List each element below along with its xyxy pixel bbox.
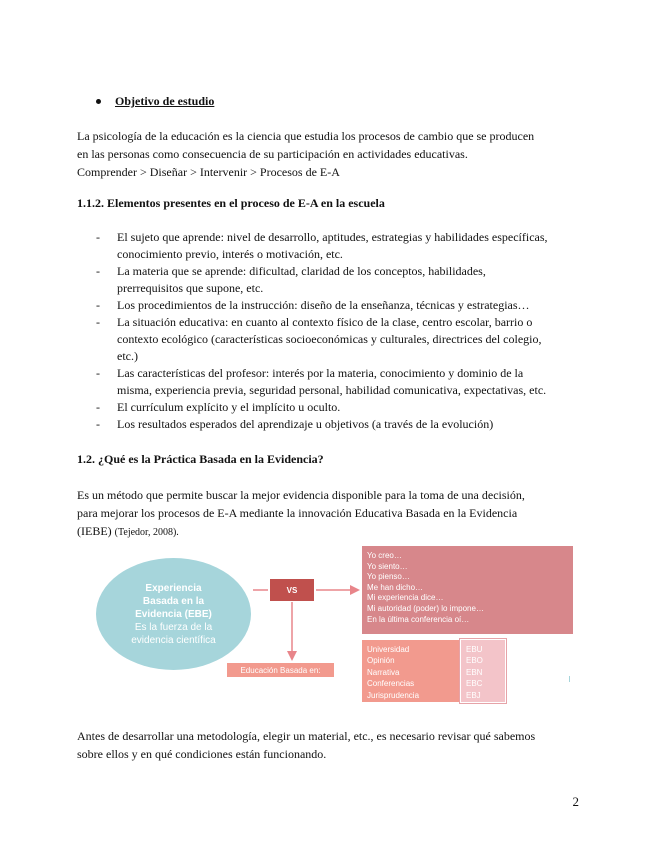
intro-line: Comprender > Diseñar > Intervenir > Procesos de E-A — [77, 165, 340, 179]
source-item: Universidad — [367, 645, 410, 654]
abbreviation-item: EBC — [466, 679, 483, 689]
list-item-line: conocimiento previo, interés o motivación, etc. — [117, 247, 343, 261]
closing-line: Antes de desarrollar una metodología, elegir un material, etc., es necesario revisar qué sabemos — [77, 729, 536, 743]
closing-line: sobre ellos y en qué condiciones están funcionando. — [77, 747, 327, 761]
belief-item: Yo creo… — [367, 551, 402, 560]
definition-line: Es un método que permite buscar la mejor evidencia disponible para la toma de una decisión, — [77, 488, 525, 502]
intro-line: La psicología de la educación es la ciencia que estudia los procesos de cambio que se producen — [77, 129, 535, 143]
ellipse-sub-line: evidencia científica — [131, 634, 216, 646]
list-item-line: El currículum explícito y el implícito u oculto. — [117, 400, 341, 414]
source-item: Jurisprudencia — [367, 690, 420, 700]
list-item-line: etc.) — [117, 349, 138, 363]
ellipse-title-line: Basada en la — [142, 595, 205, 607]
abbreviation-item: EBJ — [466, 690, 481, 700]
ellipse-title-line: Experiencia — [145, 582, 202, 594]
down-arrow-icon — [287, 651, 297, 661]
definition-line: para mejorar los procesos de E-A mediante la innovación Educativa Basada en la Evidencia — [77, 506, 518, 520]
list-item-line: El sujeto que aprende: nivel de desarrollo, aptitudes, estrategias y habilidades específicas, — [117, 230, 548, 244]
abbreviation-item: EBO — [466, 656, 483, 666]
belief-item: Yo pienso… — [367, 572, 410, 582]
belief-item: En la última conferencia oí… — [367, 614, 470, 624]
section-heading-elements: 1.1.2. Elementos presentes en el proceso de E-A en la escuela — [77, 196, 385, 210]
list-item-line: La materia que se aprende: dificultad, claridad de los conceptos, habilidades, — [117, 264, 486, 278]
vs-box: VS — [270, 579, 314, 601]
belief-item: Mi experiencia dice… — [367, 593, 444, 603]
iebe-acronym: (IEBE) — [77, 524, 112, 538]
abbreviation-item: EBN — [466, 667, 483, 677]
section-heading-evidence: 1.2. ¿Qué es la Práctica Basada en la Evidencia? — [77, 452, 324, 466]
abbreviations-box — [461, 640, 505, 702]
dash-marker: - — [96, 417, 100, 431]
intro-line: en las personas como consecuencia de su participación en actividades educativas. — [77, 147, 468, 161]
source-item: Conferencias — [367, 679, 415, 689]
list-item-line: Las características del profesor: interés por la materia, conocimiento y dominio de la — [117, 366, 524, 380]
source-item: Narrativa — [367, 667, 400, 677]
page-number: 2 — [572, 794, 579, 809]
list-item-line: misma, experiencia previa, seguridad personal, habilidad comunicativa, expectativas, etc. — [117, 383, 547, 397]
sources-box — [362, 640, 459, 702]
belief-item: Me han dicho… — [367, 582, 424, 592]
belief-item: Mi autoridad (poder) lo impone… — [367, 603, 484, 613]
beliefs-box — [362, 546, 573, 634]
right-arrow-icon — [350, 585, 360, 595]
dash-marker: - — [96, 400, 100, 414]
list-item-line: Los procedimientos de la instrucción: diseño de la enseñanza, técnicas y estrategias… — [117, 298, 530, 312]
ellipse-sub-line: Es la fuerza de la — [134, 621, 213, 633]
list-item-line: prerrequisitos que supone, etc. — [117, 281, 264, 295]
ebe-ellipse — [96, 558, 251, 670]
belief-item: Yo siento… — [367, 561, 408, 571]
list-item-line: Los resultados esperados del aprendizaje u objetivos (a través de la evolución) — [117, 417, 494, 431]
dash-marker: - — [96, 366, 100, 380]
dash-marker: - — [96, 264, 100, 278]
citation: (Tejedor, 2008). — [114, 527, 179, 538]
ellipse-title-line: Evidencia (EBE) — [135, 608, 212, 620]
education-based-label: Educación Basada en: — [227, 663, 334, 677]
dash-marker: - — [96, 315, 100, 329]
closing-paragraph — [77, 727, 607, 763]
dash-marker: - — [96, 230, 100, 244]
abbreviation-item: EBU — [466, 645, 483, 654]
list-item-line: contexto ecológico (características socioeconómicas y culturales, directrices del colegio, — [117, 332, 542, 346]
list-item-line: La situación educativa: en cuanto al contexto físico de la clase, centro escolar, barrio o — [117, 315, 533, 329]
dash-marker: - — [96, 298, 100, 312]
decorative-tick — [569, 676, 570, 682]
source-item: Opinión — [367, 656, 395, 666]
study-objective-text: Objetivo de estudio — [115, 94, 215, 108]
